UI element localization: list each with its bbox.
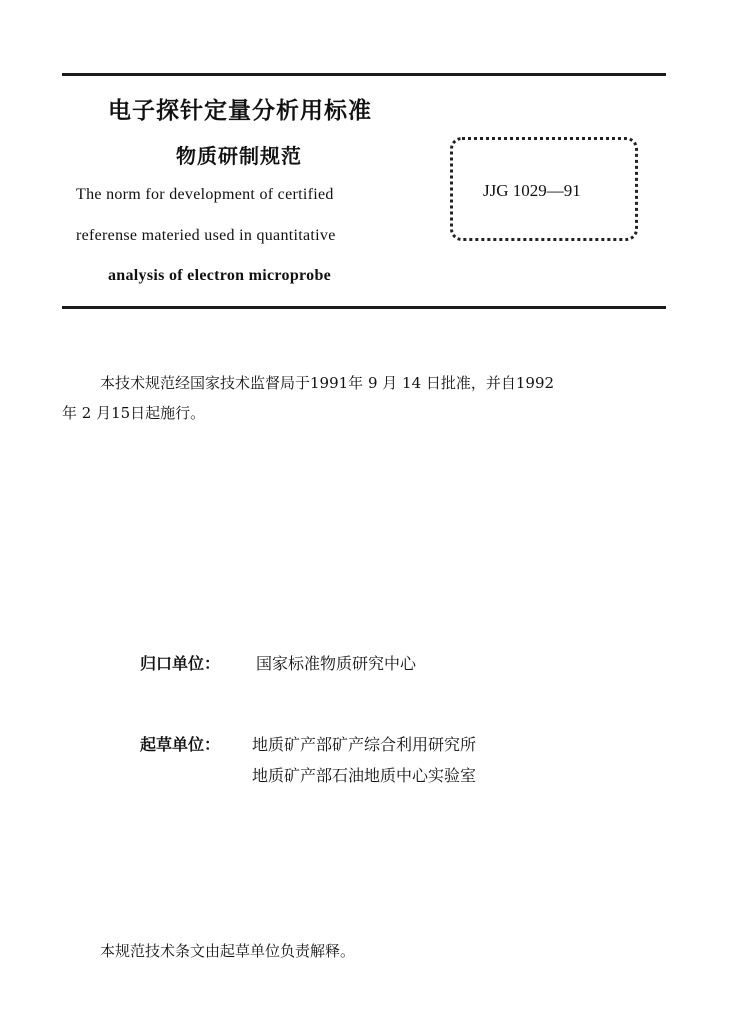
bottom-rule [62, 306, 666, 309]
document-subtitle-cn: 物质研制规范 [176, 144, 302, 168]
standard-code: JJG 1029—91 [483, 181, 581, 200]
document-title-en-line-3: analysis of electron microprobe [108, 267, 332, 284]
interpretation-note: 本规范技术条文由起草单位负责解释。 [100, 942, 356, 960]
document-title-en-line-1: The norm for development of certified [76, 186, 334, 203]
approval-text-line-2: 年 2 月15日起施行。 [62, 404, 206, 422]
document-title-cn: 电子探针定量分析用标准 [108, 98, 372, 124]
document-title-en-line-2: referense materied used in quantitative [76, 227, 336, 244]
responsible-unit-value: 国家标准物质研究中心 [256, 654, 417, 673]
top-rule [62, 73, 666, 76]
approval-text-line-1: 本技术规范经国家技术监督局于1991年 9 月 14 日批准，并自1992 [100, 374, 555, 392]
responsible-unit-label: 归口单位： [140, 654, 221, 673]
drafting-unit-value-2: 地质矿产部石油地质中心实验室 [252, 766, 477, 785]
drafting-unit-label: 起草单位： [140, 735, 221, 754]
drafting-unit-value-1: 地质矿产部矿产综合利用研究所 [252, 735, 477, 754]
